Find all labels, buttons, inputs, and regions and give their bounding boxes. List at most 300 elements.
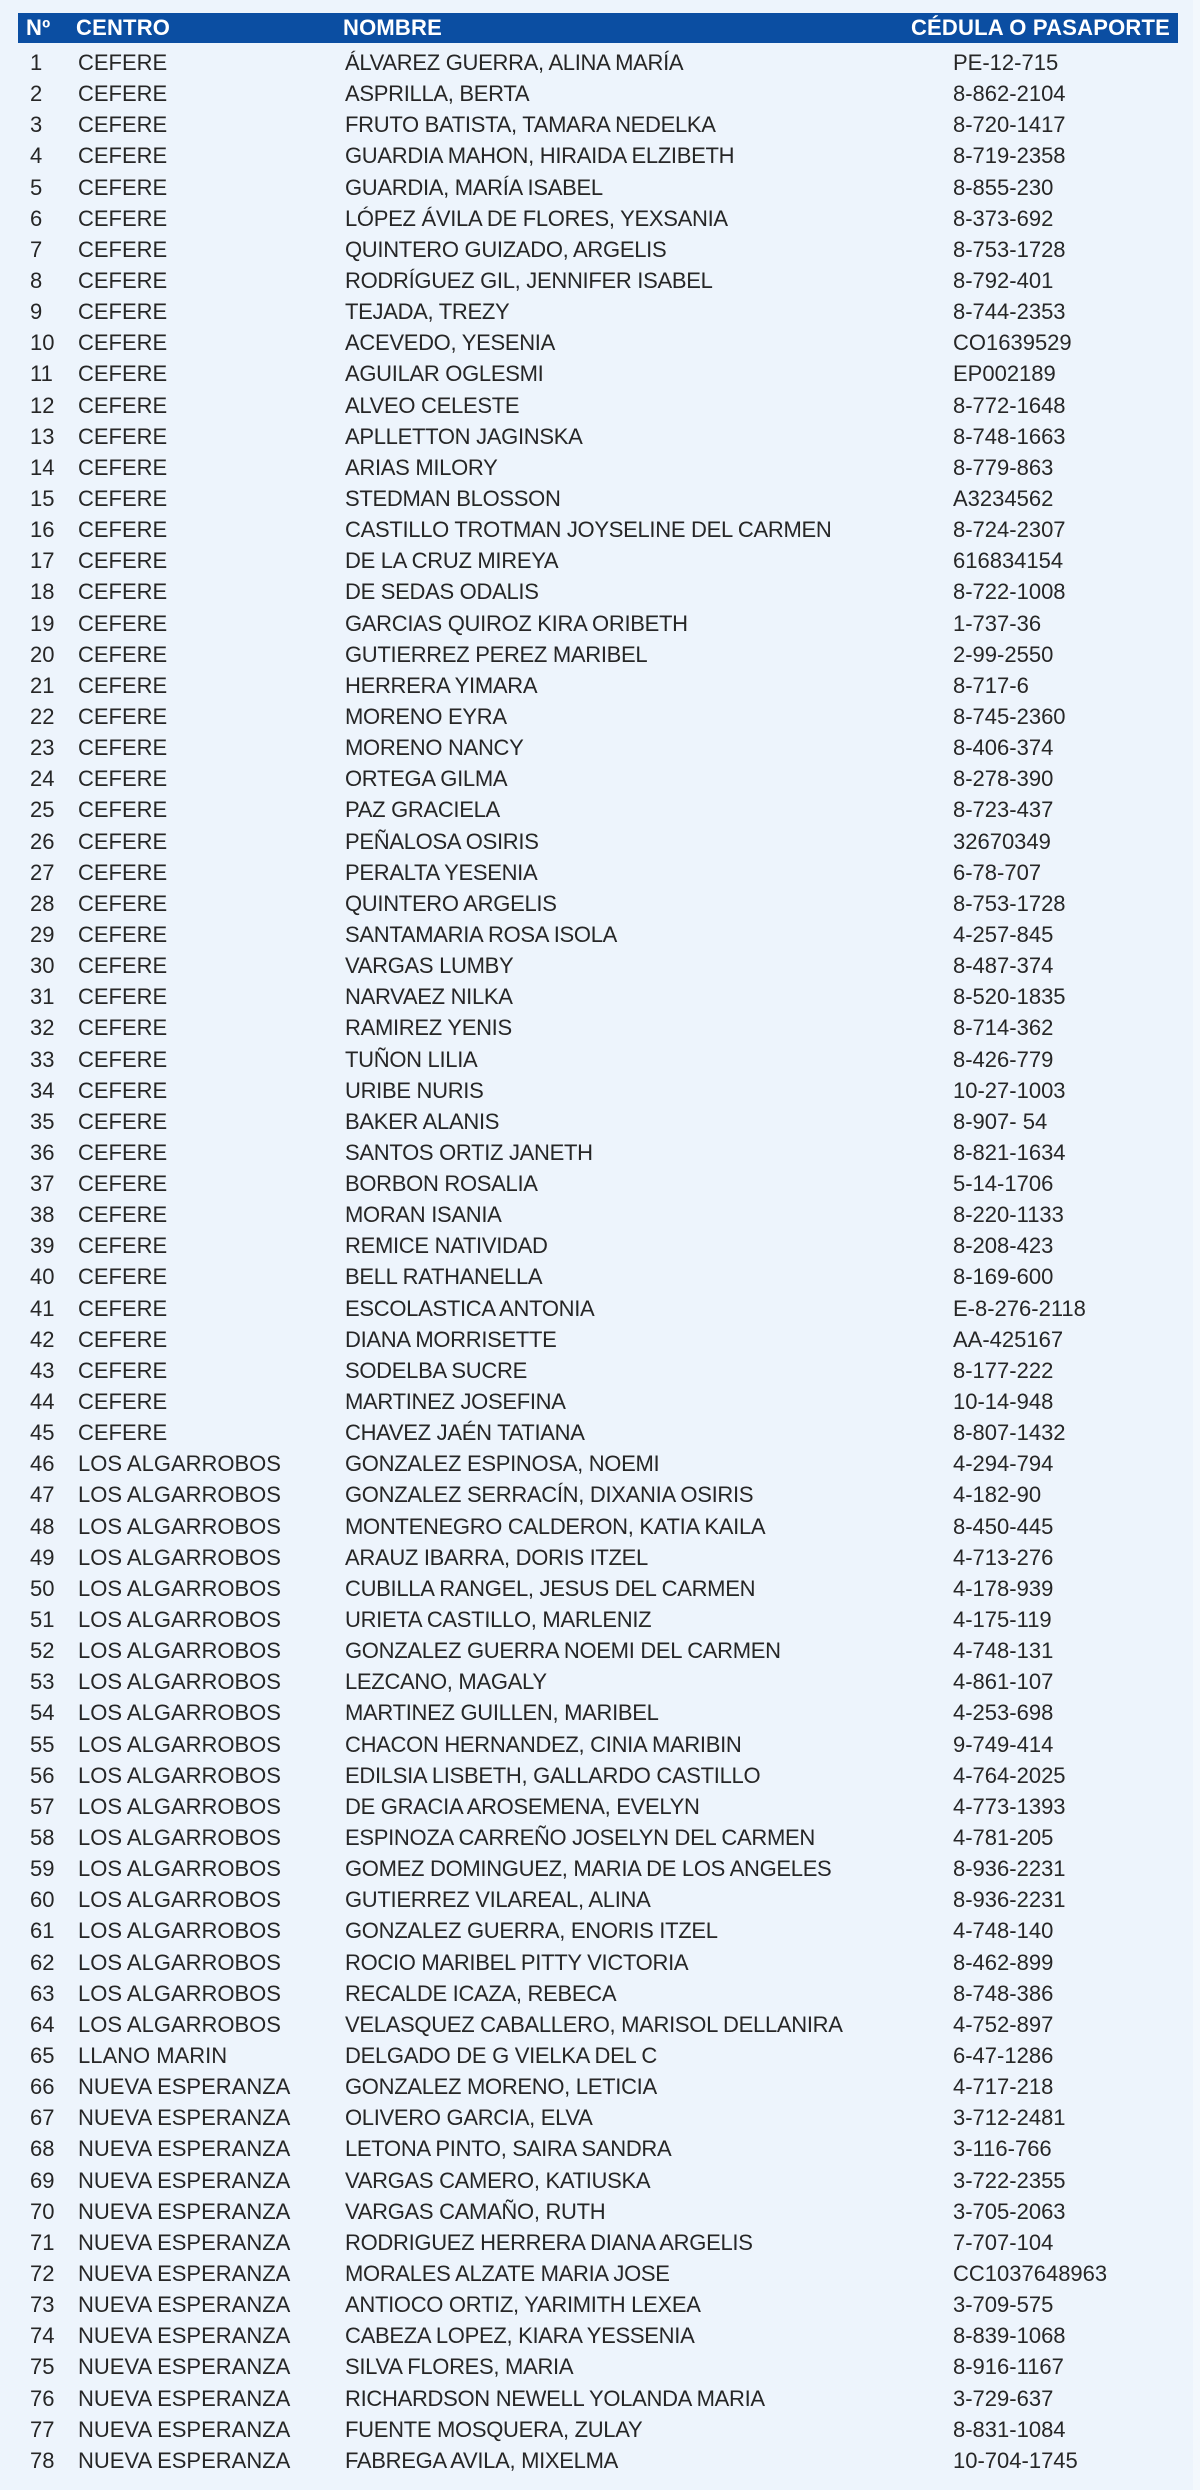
table-row [0, 2227, 1193, 2258]
cell-centro: CEFERE [78, 1015, 168, 1041]
table-row [0, 2102, 1193, 2133]
table-row [0, 2289, 1193, 2320]
cell-no: 64 [30, 2011, 55, 2037]
table-row [0, 1760, 1193, 1791]
cell-cedula: 8-169-600 [953, 1264, 1054, 1290]
cell-nombre: DELGADO DE G VIELKA DEL C [345, 2043, 658, 2068]
table-row [0, 421, 1193, 452]
cell-centro: CEFERE [78, 548, 168, 574]
cell-nombre: GONZALEZ SERRACÍN, DIXANIA OSIRIS [345, 1482, 754, 1508]
table-row [0, 1542, 1193, 1573]
cell-nombre: MORENO EYRA [345, 703, 507, 729]
cell-no: 26 [30, 828, 55, 854]
cell-cedula: 8-717-6 [953, 672, 1029, 698]
cell-centro: CEFERE [78, 703, 168, 729]
table-row [0, 1697, 1193, 1728]
cell-nombre: SILVA FLORES, MARIA [345, 2354, 574, 2380]
cell-centro: NUEVA ESPERANZA [78, 2323, 291, 2349]
cell-nombre: ASPRILLA, BERTA [345, 81, 530, 107]
cell-cedula: 8-406-374 [953, 735, 1054, 761]
cell-no: 29 [30, 921, 55, 947]
cell-nombre: DE SEDAS ODALIS [345, 579, 539, 605]
cell-centro: NUEVA ESPERANZA [78, 2416, 291, 2442]
cell-cedula: 8-753-1728 [953, 890, 1066, 916]
table-row [0, 1884, 1193, 1915]
table-row [0, 296, 1193, 327]
cell-centro: CEFERE [78, 610, 168, 636]
cell-no: 8 [30, 267, 43, 293]
table-row [0, 1137, 1193, 1168]
table-row [0, 2320, 1193, 2351]
cell-nombre: LETONA PINTO, SAIRA SANDRA [345, 2136, 672, 2162]
cell-centro: NUEVA ESPERANZA [78, 2198, 291, 2224]
cell-cedula: 8-772-1648 [953, 392, 1066, 418]
cell-nombre: CABEZA LOPEZ, KIARA YESSENIA [345, 2323, 695, 2349]
cell-nombre: CHAVEZ JAÉN TATIANA [345, 1420, 585, 1446]
cell-no: 1 [30, 50, 43, 75]
cell-no: 70 [30, 2198, 55, 2224]
cell-nombre: CHACON HERNANDEZ, CINIA MARIBIN [345, 1731, 742, 1757]
cell-centro: CEFERE [78, 672, 168, 698]
cell-no: 15 [30, 485, 55, 511]
cell-cedula: 3-705-2063 [953, 2198, 1066, 2224]
table-row [0, 1168, 1193, 1199]
table-row [0, 1511, 1193, 1542]
cell-nombre: MARTINEZ GUILLEN, MARIBEL [345, 1700, 659, 1726]
table-row [0, 1822, 1193, 1853]
cell-no: 43 [30, 1357, 55, 1383]
cell-no: 2 [30, 81, 43, 107]
cell-no: 9 [30, 299, 43, 325]
cell-centro: LOS ALGARROBOS [78, 1544, 281, 1570]
cell-nombre: ROCIO MARIBEL PITTY VICTORIA [345, 1949, 689, 1975]
cell-no: 12 [30, 392, 55, 418]
cell-no: 32 [30, 1015, 55, 1041]
cell-cedula: 8-792-401 [953, 267, 1054, 293]
table-row [0, 1448, 1193, 1479]
cell-nombre: APLLETTON JAGINSKA [345, 423, 583, 449]
cell-cedula: 8-821-1634 [953, 1139, 1066, 1165]
cell-nombre: PAZ GRACIELA [345, 797, 500, 823]
cell-centro: NUEVA ESPERANZA [78, 2385, 291, 2411]
cell-nombre: ACEVEDO, YESENIA [345, 330, 555, 356]
cell-centro: CEFERE [78, 1389, 168, 1415]
cell-no: 39 [30, 1233, 55, 1259]
table-row [0, 639, 1193, 670]
cell-centro: LOS ALGARROBOS [78, 1700, 281, 1726]
cell-centro: NUEVA ESPERANZA [78, 2074, 291, 2100]
table-row [0, 2196, 1193, 2227]
table-row [0, 1012, 1193, 1043]
cell-centro: CEFERE [78, 1357, 168, 1383]
cell-nombre: CUBILLA RANGEL, JESUS DEL CARMEN [345, 1575, 756, 1601]
cell-cedula: 4-182-90 [953, 1482, 1042, 1508]
cell-no: 16 [30, 517, 55, 543]
cell-cedula: AA-425167 [953, 1326, 1064, 1352]
cell-centro: CEFERE [78, 174, 168, 200]
cell-centro: CEFERE [78, 299, 168, 325]
cell-centro: CEFERE [78, 1202, 168, 1228]
cell-no: 46 [30, 1451, 55, 1477]
cell-cedula: 3-729-637 [953, 2385, 1054, 2411]
cell-no: 40 [30, 1264, 55, 1290]
cell-cedula: 8-907- 54 [953, 1108, 1048, 1134]
cell-centro: CEFERE [78, 1264, 168, 1290]
cell-cedula: 8-177-222 [953, 1357, 1054, 1383]
cell-cedula: E-8-276-2118 [953, 1295, 1086, 1321]
cell-centro: CEFERE [78, 1171, 168, 1197]
cell-nombre: FRUTO BATISTA, TAMARA NEDELKA [345, 112, 716, 138]
cell-no: 52 [30, 1638, 55, 1664]
table-row [0, 2383, 1193, 2414]
cell-cedula: 6-47-1286 [953, 2043, 1054, 2068]
cell-centro: CEFERE [78, 50, 168, 75]
cell-nombre: REMICE NATIVIDAD [345, 1233, 548, 1259]
cell-nombre: AGUILAR OGLESMI [345, 361, 544, 387]
cell-nombre: MARTINEZ JOSEFINA [345, 1389, 566, 1415]
cell-nombre: URIBE NURIS [345, 1077, 484, 1103]
cell-no: 36 [30, 1139, 55, 1165]
table-row [0, 545, 1193, 576]
cell-cedula: 4-748-140 [953, 1918, 1054, 1944]
cell-no: 22 [30, 703, 55, 729]
cell-centro: CEFERE [78, 330, 168, 356]
cell-cedula: 8-208-423 [953, 1233, 1054, 1259]
cell-centro: CEFERE [78, 579, 168, 605]
cell-no: 53 [30, 1669, 55, 1695]
cell-centro: NUEVA ESPERANZA [78, 2260, 291, 2286]
cell-nombre: VARGAS CAMAÑO, RUTH [345, 2198, 606, 2224]
cell-cedula: 4-773-1393 [953, 1793, 1066, 1819]
table-row [0, 1261, 1193, 1292]
cell-nombre: GOMEZ DOMINGUEZ, MARIA DE LOS ANGELES [345, 1856, 832, 1882]
cell-centro: CEFERE [78, 828, 168, 854]
cell-no: 34 [30, 1077, 55, 1103]
table-row [0, 47, 1193, 78]
cell-cedula: 8-719-2358 [953, 143, 1066, 169]
table-row [0, 1075, 1193, 1106]
cell-no: 11 [30, 361, 53, 387]
cell-no: 30 [30, 953, 55, 979]
cell-nombre: GUARDIA, MARÍA ISABEL [345, 174, 603, 200]
table-row [0, 327, 1193, 358]
cell-no: 60 [30, 1887, 55, 1913]
cell-no: 72 [30, 2260, 55, 2286]
cell-cedula: 10-14-948 [953, 1389, 1054, 1415]
cell-nombre: TEJADA, TREZY [345, 299, 510, 325]
cell-nombre: FABREGA AVILA, MIXELMA [345, 2447, 618, 2473]
cell-centro: CEFERE [78, 143, 168, 169]
table-body [0, 47, 1193, 2476]
table-row [0, 670, 1193, 701]
cell-cedula: 8-462-899 [953, 1949, 1054, 1975]
cell-cedula: 616834154 [953, 548, 1064, 574]
cell-nombre: ÁLVAREZ GUERRA, ALINA MARÍA [345, 50, 684, 75]
cell-centro: CEFERE [78, 1420, 168, 1446]
table-row [0, 1199, 1193, 1230]
table-row [0, 234, 1193, 265]
cell-nombre: SANTAMARIA ROSA ISOLA [345, 921, 618, 947]
table-row [0, 172, 1193, 203]
cell-no: 58 [30, 1825, 55, 1851]
cell-centro: LOS ALGARROBOS [78, 1669, 281, 1695]
cell-no: 71 [30, 2229, 55, 2255]
cell-nombre: QUINTERO ARGELIS [345, 890, 557, 916]
table-row [0, 1106, 1193, 1137]
cell-no: 56 [30, 1762, 55, 1788]
cell-cedula: 10-27-1003 [953, 1077, 1066, 1103]
cell-centro: CEFERE [78, 797, 168, 823]
cell-cedula: 8-722-1008 [953, 579, 1066, 605]
cell-no: 21 [30, 672, 55, 698]
cell-cedula: 3-116-766 [953, 2136, 1052, 2162]
table-row [0, 2071, 1193, 2102]
cell-centro: LOS ALGARROBOS [78, 1575, 281, 1601]
cell-centro: CEFERE [78, 1139, 168, 1165]
cell-no: 67 [30, 2105, 55, 2131]
cell-no: 24 [30, 766, 55, 792]
cell-centro: CEFERE [78, 454, 168, 480]
cell-cedula: 8-745-2360 [953, 703, 1066, 729]
cell-cedula: 6-78-707 [953, 859, 1042, 885]
table-row [0, 981, 1193, 1012]
cell-no: 35 [30, 1108, 55, 1134]
cell-no: 51 [30, 1607, 55, 1633]
cell-cedula: 8-936-2231 [953, 1887, 1066, 1913]
cell-no: 19 [30, 610, 55, 636]
cell-cedula: 32670349 [953, 828, 1051, 854]
cell-no: 77 [30, 2416, 55, 2442]
table-row [0, 483, 1193, 514]
cell-nombre: TUÑON LILIA [345, 1046, 478, 1072]
cell-cedula: 8-916-1167 [953, 2354, 1064, 2380]
header-cedula: CÉDULA O PASAPORTE [910, 15, 1170, 40]
cell-cedula: 5-14-1706 [953, 1171, 1054, 1197]
header-nombre: NOMBRE [343, 15, 442, 40]
cell-no: 27 [30, 859, 55, 885]
cell-centro: LLANO MARIN [78, 2043, 228, 2068]
cell-nombre: MORAN ISANIA [345, 1202, 502, 1228]
cell-cedula: 8-744-2353 [953, 299, 1066, 325]
cell-cedula: 4-178-939 [953, 1575, 1054, 1601]
cell-centro: LOS ALGARROBOS [78, 1513, 281, 1539]
cell-nombre: ARIAS MILORY [345, 454, 498, 480]
cell-nombre: VARGAS CAMERO, KATIUSKA [345, 2167, 651, 2193]
cell-no: 14 [30, 454, 55, 480]
cell-cedula: 4-748-131 [953, 1638, 1054, 1664]
cell-cedula: A3234562 [953, 485, 1054, 511]
cell-cedula: 8-855-230 [953, 174, 1054, 200]
cell-no: 17 [30, 548, 55, 574]
cell-no: 4 [30, 143, 43, 169]
table-row [0, 608, 1193, 639]
cell-centro: LOS ALGARROBOS [78, 1856, 281, 1882]
cell-cedula: 8-862-2104 [953, 81, 1066, 107]
header-no: Nº [26, 15, 51, 40]
cell-cedula: 4-861-107 [953, 1669, 1054, 1695]
cell-cedula: 4-294-794 [953, 1451, 1054, 1477]
cell-nombre: STEDMAN BLOSSON [345, 485, 561, 511]
cell-cedula: 8-714-362 [953, 1015, 1054, 1041]
cell-nombre: BAKER ALANIS [345, 1108, 500, 1134]
cell-no: 57 [30, 1793, 55, 1819]
cell-centro: CEFERE [78, 859, 168, 885]
cell-cedula: 1-737-36 [953, 610, 1042, 636]
cell-no: 18 [30, 579, 55, 605]
cell-nombre: GUTIERREZ PEREZ MARIBEL [345, 641, 648, 667]
table-row [0, 1604, 1193, 1635]
cell-nombre: URIETA CASTILLO, MARLENIZ [345, 1607, 652, 1633]
cell-no: 55 [30, 1731, 55, 1757]
cell-centro: LOS ALGARROBOS [78, 1887, 281, 1913]
cell-nombre: ORTEGA GILMA [345, 766, 508, 792]
table-row [0, 701, 1193, 732]
cell-no: 25 [30, 797, 55, 823]
cell-nombre: BELL RATHANELLA [345, 1264, 543, 1290]
cell-no: 61 [30, 1918, 55, 1944]
cell-no: 49 [30, 1544, 55, 1570]
cell-cedula: 4-717-218 [953, 2074, 1054, 2100]
cell-nombre: LEZCANO, MAGALY [345, 1669, 547, 1695]
table-row [0, 1044, 1193, 1075]
cell-centro: CEFERE [78, 485, 168, 511]
cell-nombre: NARVAEZ NILKA [345, 984, 513, 1010]
cell-centro: LOS ALGARROBOS [78, 1793, 281, 1819]
table-header [18, 13, 1178, 43]
cell-nombre: RECALDE ICAZA, REBECA [345, 1980, 617, 2006]
cell-cedula: 8-520-1835 [953, 984, 1066, 1010]
cell-cedula: CC1037648963 [953, 2260, 1108, 2286]
table-row [0, 514, 1193, 545]
cell-no: 66 [30, 2074, 55, 2100]
cell-no: 74 [30, 2323, 55, 2349]
table-row [0, 2414, 1193, 2445]
table-row [0, 1573, 1193, 1604]
table-row [0, 1915, 1193, 1946]
cell-cedula: 3-712-2481 [953, 2105, 1066, 2131]
table-row [0, 888, 1193, 919]
cell-nombre: PEÑALOSA OSIRIS [345, 828, 539, 854]
table-row [0, 390, 1193, 421]
cell-no: 10 [30, 330, 55, 356]
header-centro: CENTRO [76, 15, 171, 40]
table-row [0, 2258, 1193, 2289]
table-row [0, 1978, 1193, 2009]
cell-nombre: DE LA CRUZ MIREYA [345, 548, 559, 574]
cell-no: 44 [30, 1389, 55, 1415]
table-row [0, 1479, 1193, 1510]
cell-cedula: 3-722-2355 [953, 2167, 1066, 2193]
cell-no: 38 [30, 1202, 55, 1228]
cell-centro: CEFERE [78, 81, 168, 107]
cell-cedula: 8-748-386 [953, 1980, 1054, 2006]
cell-nombre: CASTILLO TROTMAN JOYSELINE DEL CARMEN [345, 517, 832, 543]
cell-cedula: PE-12-715 [953, 50, 1059, 75]
cell-centro: CEFERE [78, 236, 168, 262]
cell-nombre: GONZALEZ GUERRA, ENORIS ITZEL [345, 1918, 718, 1944]
table-row [0, 109, 1193, 140]
cell-nombre: ESCOLASTICA ANTONIA [345, 1295, 595, 1321]
table-row [0, 1729, 1193, 1760]
cell-cedula: 2-99-2550 [953, 641, 1054, 667]
cell-nombre: GONZALEZ ESPINOSA, NOEMI [345, 1451, 660, 1477]
cell-centro: CEFERE [78, 205, 168, 231]
cell-nombre: ESPINOZA CARREÑO JOSELYN DEL CARMEN [345, 1825, 815, 1851]
cell-no: 69 [30, 2167, 55, 2193]
cell-nombre: RODRÍGUEZ GIL, JENNIFER ISABEL [345, 267, 713, 293]
cell-nombre: ARAUZ IBARRA, DORIS ITZEL [345, 1544, 648, 1570]
cell-nombre: LÓPEZ ÁVILA DE FLORES, YEXSANIA [345, 205, 728, 231]
cell-cedula: 8-753-1728 [953, 236, 1066, 262]
cell-no: 68 [30, 2136, 55, 2162]
cell-nombre: GONZALEZ GUERRA NOEMI DEL CARMEN [345, 1638, 781, 1664]
table-row [0, 2351, 1193, 2382]
cell-cedula: 10-704-1745 [953, 2447, 1078, 2473]
cell-cedula: 8-748-1663 [953, 423, 1066, 449]
cell-cedula: 4-257-845 [953, 921, 1054, 947]
table-row [0, 203, 1193, 234]
cell-no: 7 [30, 236, 43, 262]
table-row [0, 919, 1193, 950]
table-row [0, 1293, 1193, 1324]
cell-nombre: OLIVERO GARCIA, ELVA [345, 2105, 593, 2131]
cell-cedula: 8-723-437 [953, 797, 1054, 823]
cell-nombre: PERALTA YESENIA [345, 859, 538, 885]
cell-centro: CEFERE [78, 392, 168, 418]
table-row [0, 1947, 1193, 1978]
cell-centro: CEFERE [78, 1077, 168, 1103]
cell-nombre: RODRIGUEZ HERRERA DIANA ARGELIS [345, 2229, 753, 2255]
table-row [0, 1417, 1193, 1448]
cell-centro: CEFERE [78, 735, 168, 761]
cell-centro: LOS ALGARROBOS [78, 1980, 281, 2006]
cell-no: 23 [30, 735, 55, 761]
cell-cedula: 8-720-1417 [953, 112, 1066, 138]
table-row [0, 1324, 1193, 1355]
cell-nombre: HERRERA YIMARA [345, 672, 538, 698]
cell-cedula: 8-839-1068 [953, 2323, 1066, 2349]
table-row [0, 265, 1193, 296]
cell-no: 54 [30, 1700, 55, 1726]
table-row [0, 78, 1193, 109]
cell-centro: CEFERE [78, 766, 168, 792]
cell-centro: LOS ALGARROBOS [78, 1825, 281, 1851]
cell-centro: CEFERE [78, 641, 168, 667]
cell-centro: LOS ALGARROBOS [78, 1949, 281, 1975]
cell-no: 76 [30, 2385, 55, 2411]
cell-cedula: 7-707-104 [953, 2229, 1054, 2255]
cell-nombre: SANTOS ORTIZ JANETH [345, 1139, 593, 1165]
cell-centro: LOS ALGARROBOS [78, 1451, 281, 1477]
cell-centro: CEFERE [78, 267, 168, 293]
cell-centro: LOS ALGARROBOS [78, 1638, 281, 1664]
cell-centro: CEFERE [78, 890, 168, 916]
cell-cedula: 4-713-276 [953, 1544, 1054, 1570]
cell-centro: CEFERE [78, 1295, 168, 1321]
cell-centro: LOS ALGARROBOS [78, 2011, 281, 2037]
cell-centro: NUEVA ESPERANZA [78, 2447, 291, 2473]
cell-no: 48 [30, 1513, 55, 1539]
cell-cedula: 8-426-779 [953, 1046, 1054, 1072]
table-row [0, 1635, 1193, 1666]
table-row [0, 1791, 1193, 1822]
cell-nombre: MORENO NANCY [345, 735, 524, 761]
table-row [0, 140, 1193, 171]
table-row [0, 950, 1193, 981]
cell-centro: CEFERE [78, 112, 168, 138]
cell-centro: NUEVA ESPERANZA [78, 2136, 291, 2162]
cell-no: 5 [30, 174, 43, 200]
